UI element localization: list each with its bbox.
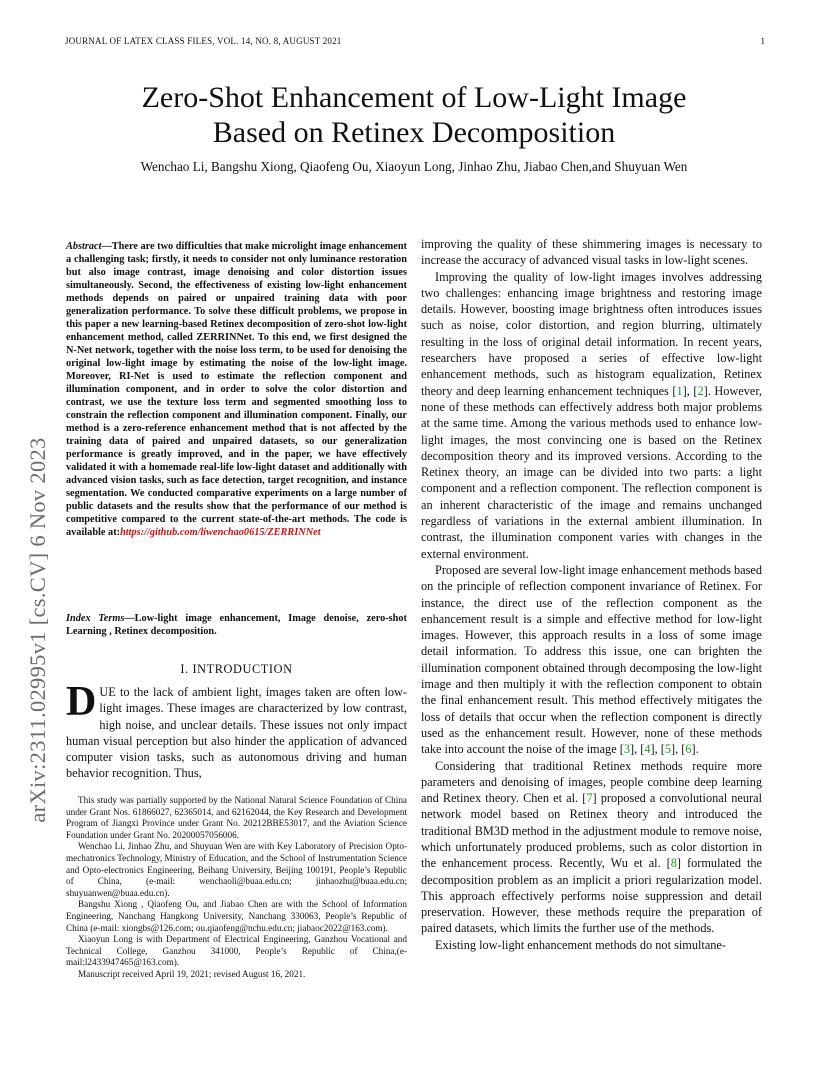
intro-text: UE to the lack of ambient light, images taken are often low-light images. These images are characterized by low contrast, high noise, and unclear details. These issues not only impact human visual perception but also hinder the application of advanced computer vision tasks, such as autonomous driving and human behavior recognition. Thus, — [66, 685, 407, 781]
running-head: JOURNAL OF LATEX CLASS FILES, VOL. 14, NO. 8, AUGUST 2021 — [65, 36, 342, 46]
index-terms-text: —Low-light image enhancement, Image denoise, zero-shot Learning , Retinex decomposition. — [66, 613, 407, 637]
footnotes — [66, 795, 407, 981]
title-line-2: Based on Retinex Decomposition — [212, 116, 616, 149]
citation-link[interactable]: 8 — [670, 856, 677, 871]
citation-link[interactable]: 4 — [644, 742, 651, 757]
body-text: ] formulated the decomposition problem as an implicit a priori regularization model. This approach effectively performs noise suppression and detail preservation. However, these methods require the preparation of paired datasets, which limits the further use of the methods. — [421, 856, 762, 936]
paper-title — [60, 80, 768, 150]
body-text: ]. — [691, 742, 699, 757]
abstract-label: Abstract — [66, 241, 102, 252]
footnote-manuscript: Manuscript received April 19, 2021; revised August 16, 2021. — [78, 968, 306, 979]
body-paragraph — [421, 562, 762, 758]
citation-link[interactable]: 7 — [586, 791, 593, 806]
body-paragraph — [421, 758, 762, 937]
body-text: ], [ — [650, 742, 665, 757]
body-text: ], [ — [629, 742, 645, 757]
citation-link[interactable]: 3 — [623, 742, 630, 757]
footnote-funding: This study was partially supported by the National Natural Science Foundation of China under Grant Nos. 61866027, 62365014, and 62162044, the Key Research and Development Program of Jiangxi Province under Grant No. 20212BBE53017, and the Aviation Science Foundation under Grant No. 20200057056006. — [66, 795, 407, 840]
abstract-text: —There are two difficulties that make microlight image enhancement a challenging task; firstly, it needs to consider not only luminance restoration but also image contrast, image denoising and color distortion issues simultaneously. Second, the effectiveness of existing low-light enhancement methods depends on paired or unpaired training data with poor generalization performance. To solve these difficult problems, we propose in this paper a new learning-based Retinex decomposition of zero-shot low-light enhancement method, called ZERRINNet. To this end, we first designed the N-Net network, together with the noise loss term, to be used for denoising the original low-light image by estimating the noise of the low-light image. Moreover, RI-Net is used to estimate the reflection component and illumination component, and in order to solve the color distortion and contrast, we use the texture loss term and segmented smoothing loss to constrain the reflection component and illumination component. Finally, our method is a zero-reference enhancement method that is not affected by the training data of paired and unpaired datasets, so our generalization performance is greatly improved, and in the paper, we have effectively validated it with a homemade real-life low-light dataset and additionally with advanced vision tasks, such as face detection, target recognition, and instance segmentation. We conducted comparative experiments on a large number of public datasets and the results show that the performance of our method is competitive compared to the current state-of-the-art methods. The code is available at: — [66, 241, 407, 538]
body-paragraph: Existing low-light enhancement methods do not simultane- — [435, 937, 726, 952]
body-text: ]. However, none of these methods can effectively address both major problems at the same time. Among the various methods used to enhance low-light images, the most convincing one is based on the Retinex decomposition theory and its improved versions. According to the Retinex theory, an image can be divided into two parts: a light component and a reflection component. The reflection component is an inherent characteristic of the image and remains unchanged regardless of variations in the external ambient illumination. In contrast, the illumination component varies with changes in the external environment. — [421, 383, 762, 561]
body-text: ] proposed a convolutional neural network model based on Retinex theory and introduced the traditional BM3D method in the adjustment module to remove noise, which unfortunately produced problems, such as color distortion in the enhancement process. Recently, Wu et al. [ — [421, 791, 762, 871]
right-column — [421, 236, 762, 953]
citation-link[interactable]: 6 — [685, 742, 692, 757]
citation-link[interactable]: 5 — [664, 742, 671, 757]
footnote-affiliation: Wenchao Li, Jinhao Zhu, and Shuyuan Wen are with Key Laboratory of Precision Opto-mechatronics Technology, Ministry of Education, and the School of Instrumentation Science and Opto-electronics Engineering, Beihang University, Beijing 100191, People’s Republic of China, (e-mail: wenchaoli@buaa.edu.cn; jinhaozhu@buaa.edu.cn; shuyuanwen@buaa.edu.cn). — [66, 841, 407, 898]
intro-paragraph — [66, 679, 407, 782]
arxiv-identifier[interactable]: arXiv:2311.02995v1 [cs.CV] 6 Nov 2023 — [25, 437, 50, 823]
page-number: 1 — [760, 36, 765, 46]
title-line-1: Zero-Shot Enhancement of Low-Light Image — [141, 81, 687, 114]
footnote-affiliation: Xiaoyun Long is with Department of Electrical Engineering, Ganzhou Vocational and Technical College, Ganzhou 341000, People’s Republic of China,(e-mail:l2433947465@163.com). — [66, 934, 407, 968]
body-text: ], [ — [670, 742, 686, 757]
body-text: Proposed are several low-light image enhancement methods based on the principle of reflection component invariance of Retinex. For instance, the direct use of the reflection component as the enhancement result is a simple and effective method for low-light images. However, this approach results in a loss of some image detail information. To address this issue, one can brighten the illumination component obtained through decomposing the low-light image and then multiply it with the reflection component to obtain the final enhancement result. This method effectively mitigates the loss of details that occur when the reflection component is directly used as the enhancement result. However, none of these methods take into account the noise of the image [ — [421, 562, 762, 757]
author-list: Wenchao Li, Bangshu Xiong, Qiaofeng Ou, Xiaoyun Long, Jinhao Zhu, Jiabao Chen,and Shuyuan Wen — [140, 159, 688, 174]
body-paragraph — [421, 269, 762, 562]
index-terms-label: Index Terms — [66, 613, 125, 624]
citation-link[interactable]: 2 — [697, 383, 704, 398]
body-text: Considering that traditional Retinex methods require more parameters and denoising of images, people combine deep learning and Retinex theory. Chen et al. [ — [421, 758, 762, 806]
citation-link[interactable]: 1 — [676, 383, 683, 398]
index-terms — [66, 612, 407, 638]
body-paragraph: improving the quality of these shimmering images is necessary to increase the accuracy of advanced visual tasks in low-light scenes. — [421, 237, 762, 268]
code-link[interactable]: https://github.com/liwenchao0615/ZERRINNet — [120, 527, 321, 538]
body-text: Improving the quality of low-light images involves addressing two challenges: enhancing image brightness and restoring image details. However, boosting image brightness often introduces issues such as noise, color distortion, and region blurring, ultimately resulting in the loss of original detail information. In recent years, researchers have proposed a series of effective low-light enhancement methods, such as histogram equalization, Retinex theory and deep learning enhancement techniques [ — [421, 269, 762, 398]
drop-cap: D — [66, 679, 97, 725]
footnote-affiliation: Bangshu Xiong , Qiaofeng Ou, and Jiabao Chen are with the School of Information Engineering, Nanchang Hangkong University, Nanchang 330063, People’s Republic of China (e-mail: xiongbs@126.com; ou.qiaofeng@nchu.edu.cn; jiabaoc2022@163.com). — [66, 899, 407, 933]
body-text: ], [ — [682, 383, 698, 398]
abstract — [66, 240, 407, 539]
section-heading: I. INTRODUCTION — [180, 662, 293, 676]
